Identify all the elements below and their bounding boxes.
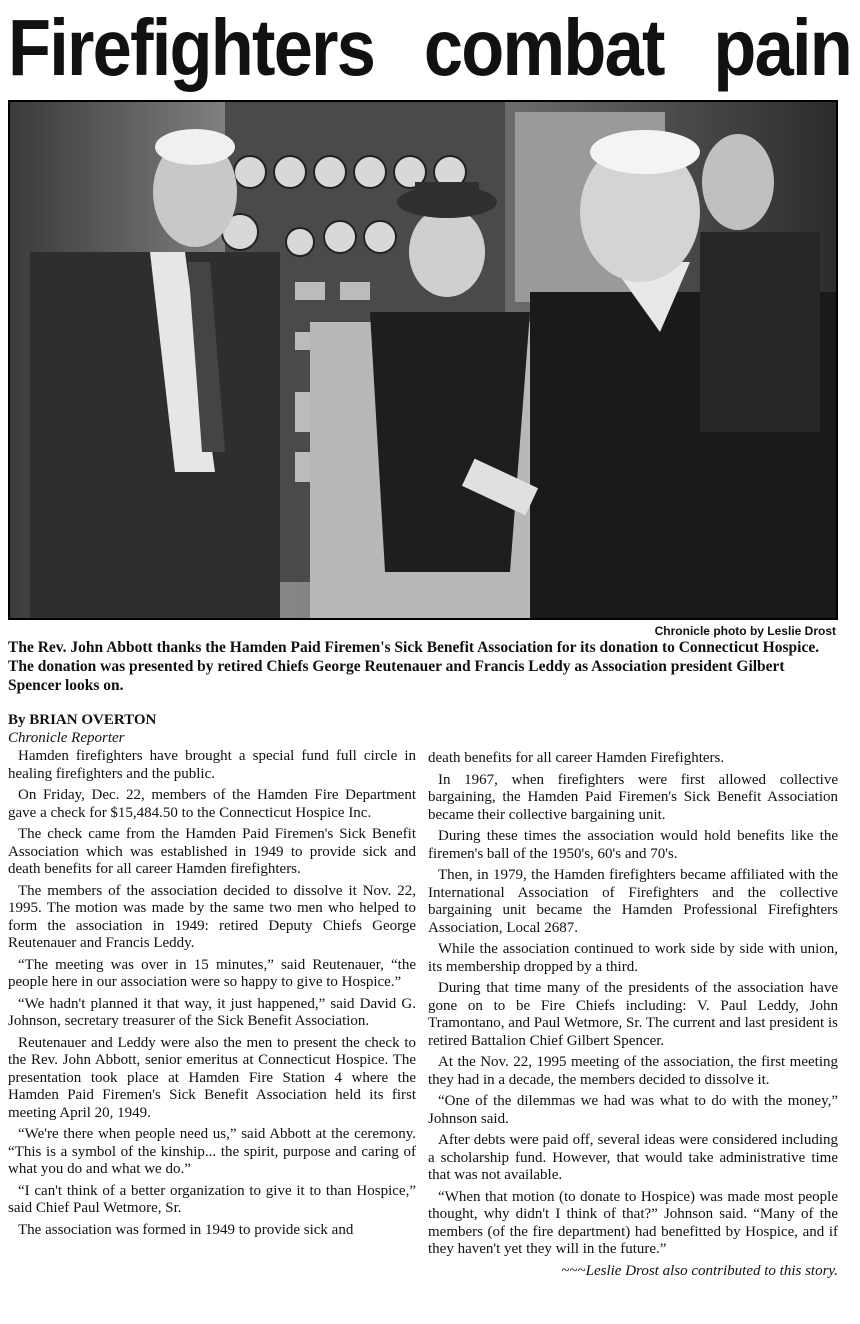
paragraph: The check came from the Hamden Paid Firemen's Sick Benefit Association which was established in 1949 to provide sick and death benefits for all career Hamden firefighters. <box>8 826 416 877</box>
byline: By BRIAN OVERTON <box>8 712 157 728</box>
paragraph-continuation: death benefits for all career Hamden Firefighters. <box>428 750 725 766</box>
paragraph: “When that motion (to donate to Hospice) was made most people thought, why didn't I think of that?” Johnson said. “Many of the members (of the fire department) had benefitted by Hospice, and if they haven't yet they will in the future.” <box>428 1188 838 1257</box>
paragraph: The association was formed in 1949 to provide sick and <box>18 1221 354 1238</box>
headline-word-3: pain <box>713 3 852 92</box>
paragraph: After debts were paid off, several ideas were considered including a scholarship fund. However, that would take administrative time that was not available. <box>428 1132 838 1183</box>
paragraph: “The meeting was over in 15 minutes,” said Reutenauer, “the people here in our association were so happy to give to Hospice.” <box>8 956 416 990</box>
reporter-role: Chronicle Reporter <box>8 729 125 746</box>
paragraph: During that time many of the presidents of the association have gone on to be Fire Chiefs including: V. Paul Leddy, John Tramontano, and Paul Wetmore, Sr. The current and last president is retired Battalion Chief Gilbert Spencer. <box>428 980 838 1049</box>
contributor-tagline: ~~~Leslie Drost also contributed to this story. <box>561 1262 838 1279</box>
paragraph: Hamden firefighters have brought a special fund full circle in healing firefighters and the public. <box>8 748 416 782</box>
photo-credit: Chronicle photo by Leslie Drost <box>654 624 836 638</box>
paragraph: “I can't think of a better organization to give it to than Hospice,” said Chief Paul Wetmore, Sr. <box>8 1182 416 1216</box>
paragraph: While the association continued to work side by side with union, its membership dropped by a third. <box>428 941 838 975</box>
paragraph: “One of the dilemmas we had was what to do with the money,” Johnson said. <box>428 1093 838 1127</box>
paragraph: In 1967, when firefighters were first allowed collective bargaining, the Hamden Paid Firemen's Sick Benefit Association became their collective bargaining unit. <box>428 771 838 823</box>
photo-illustration <box>10 102 836 618</box>
headline-word-1: Firefighters <box>8 3 375 92</box>
paragraph: At the Nov. 22, 1995 meeting of the association, the first meeting they had in a decade, the members decided to dissolve it. <box>428 1054 838 1088</box>
paragraph: The members of the association decided to dissolve it Nov. 22, 1995. The motion was made by the same two men who helped to form the association in 1949: retired Deputy Chiefs George Reutenauer and Francis Leddy. <box>8 882 416 951</box>
paragraph: “We're there when people need us,” said Abbott at the ceremony. “This is a symbol of the kinship... the spirit, purpose and caring of what you do and what we do.” <box>8 1126 416 1177</box>
article-column-right <box>428 750 838 1280</box>
paragraph: On Friday, Dec. 22, members of the Hamden Fire Department gave a check for $15,484.50 to the Connecticut Hospice Inc. <box>8 787 416 821</box>
headline <box>8 4 851 92</box>
paragraph: During these times the association would hold benefits like the firemen's ball of the 1950's, 60's and 70's. <box>428 828 838 862</box>
article-column-left <box>8 712 416 1243</box>
headline-word-2: combat <box>423 3 664 92</box>
paragraph: Reutenauer and Leddy were also the men to present the check to the Rev. John Abbott, senior emeritus at Connecticut Hospice. The presentation took place at Hamden Fire Station 4 where the Hamden Paid Firemen's Sick Benefit Association held its first meeting April 20, 1949. <box>8 1034 416 1121</box>
news-photo <box>8 100 838 620</box>
photo-caption: The Rev. John Abbott thanks the Hamden Paid Firemen's Sick Benefit Association for its donation to Connecticut Hospice. The donation was presented by retired Chiefs George Reutenauer and Francis Leddy as Association president Gilbert Spencer looks on. <box>8 639 820 694</box>
paragraph: “We hadn't planned it that way, it just happened,” said David G. Johnson, secretary treasurer of the Sick Benefit Association. <box>8 995 416 1029</box>
paragraph: Then, in 1979, the Hamden firefighters became affiliated with the International Association of Firefighters and the collective bargaining unit became the Hamden Professional Firefighters Association, Local 2687. <box>428 867 838 936</box>
